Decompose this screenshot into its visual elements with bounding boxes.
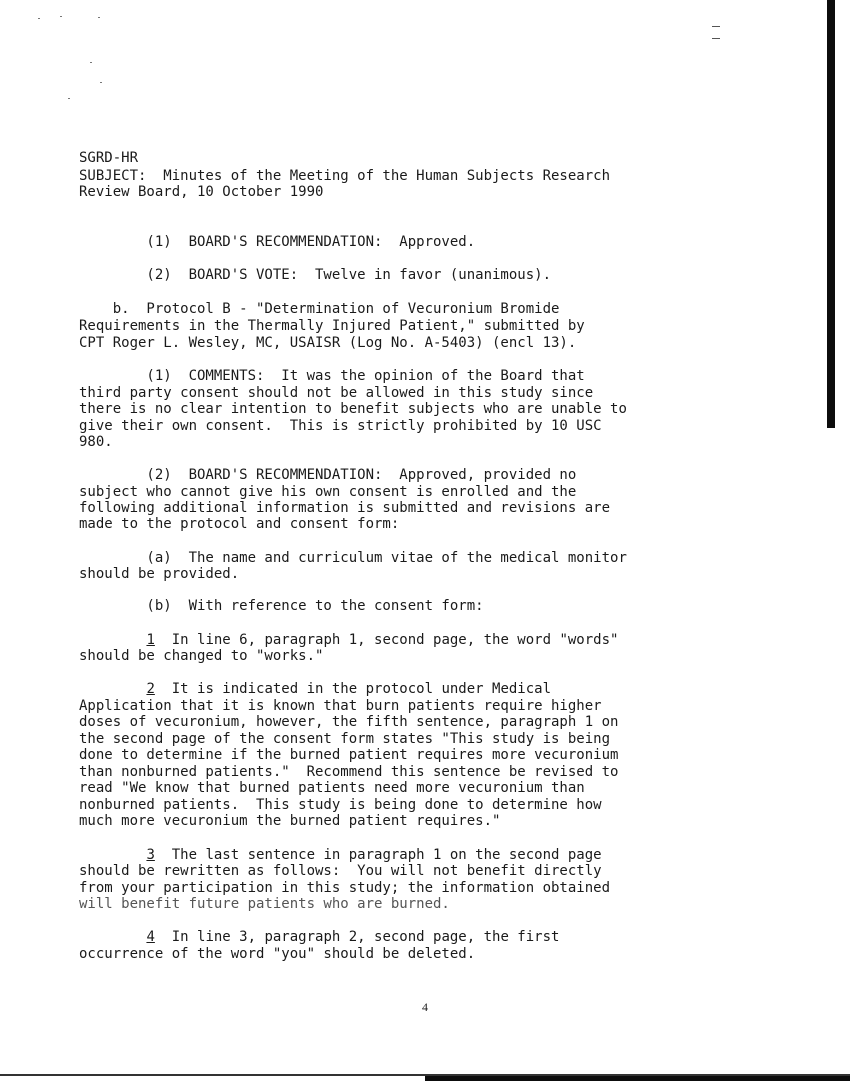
subject-line-2: Review Board, 10 October 1990 xyxy=(79,184,324,200)
sub-item-3-line: from your participation in this study; the information obtained xyxy=(79,880,611,896)
sub-item-number: 2 xyxy=(146,681,155,697)
scan-edge-bar xyxy=(827,0,835,428)
comments-line: 980. xyxy=(79,434,113,450)
scan-speck xyxy=(98,17,100,18)
sub-item-number: 4 xyxy=(146,929,155,945)
comments-line: third party consent should not be allowed in this study since xyxy=(79,385,594,401)
bottom-rule-thick xyxy=(425,1076,850,1081)
sub-item-2-line: read "We know that burned patients need more vecuronium than xyxy=(79,780,585,796)
comments-line: (1) COMMENTS: It was the opinion of the Board that xyxy=(79,368,585,384)
sub-item-text: In line 3, paragraph 2, second page, the first xyxy=(154,929,560,945)
sub-item-number: 3 xyxy=(146,847,155,863)
sub-item-text: It is indicated in the protocol under Medical xyxy=(154,681,552,697)
sub-item-3-line: should be rewritten as follows: You will not benefit directly xyxy=(79,863,602,879)
sub-item-text: The last sentence in paragraph 1 on the second page xyxy=(154,847,602,863)
recommendation-line: subject who cannot give his own consent is enrolled and the xyxy=(79,484,577,500)
scan-speck xyxy=(60,16,62,17)
recommendation-line: made to the protocol and consent form: xyxy=(79,516,400,532)
sub-item-4 xyxy=(79,929,559,946)
protocol-a-vote: (2) BOARD'S VOTE: Twelve in favor (unanimous). xyxy=(79,267,552,283)
page-number: 4 xyxy=(422,1000,428,1014)
office-symbol: SGRD-HR xyxy=(79,150,139,166)
scan-tick xyxy=(712,38,720,39)
sub-item-2-line: nonburned patients. This study is being done to determine how xyxy=(79,797,602,813)
sub-item-3 xyxy=(79,847,602,864)
sub-item-2-line: Application that it is known that burn patients require higher xyxy=(79,698,602,714)
scan-speck xyxy=(90,62,92,63)
sub-item-4-line: occurrence of the word "you" should be deleted. xyxy=(79,946,476,962)
protocol-b-heading-line: CPT Roger L. Wesley, MC, USAISR (Log No. A-5403) (encl 13). xyxy=(79,335,577,351)
scan-tick xyxy=(712,26,720,27)
sub-item-2-line: much more vecuronium the burned patient requires." xyxy=(79,813,501,829)
sub-item-2-line: the second page of the consent form states "This study is being xyxy=(79,731,611,747)
scan-speck xyxy=(38,18,40,19)
sub-item-1 xyxy=(79,632,618,649)
protocol-a-recommendation: (1) BOARD'S RECOMMENDATION: Approved. xyxy=(79,234,476,250)
sub-item-text: In line 6, paragraph 1, second page, the word "words" xyxy=(154,632,619,648)
protocol-b-heading-line: Requirements in the Thermally Injured Patient," submitted by xyxy=(79,318,585,334)
comments-line: give their own consent. This is strictly prohibited by 10 USC xyxy=(79,418,602,434)
sub-item-2-line: done to determine if the burned patient requires more vecuronium xyxy=(79,747,619,763)
sub-item-2 xyxy=(79,681,551,698)
item-a-line: (a) The name and curriculum vitae of the medical monitor xyxy=(79,550,627,566)
sub-item-2-line: doses of vecuronium, however, the fifth sentence, paragraph 1 on xyxy=(79,714,619,730)
protocol-b-heading-line: b. Protocol B - "Determination of Vecuronium Bromide xyxy=(79,301,560,317)
sub-item-3-line: will benefit future patients who are burned. xyxy=(79,896,450,912)
scan-speck xyxy=(100,82,102,83)
recommendation-line: (2) BOARD'S RECOMMENDATION: Approved, provided no xyxy=(79,467,577,483)
sub-item-2-line: than nonburned patients." Recommend this sentence be revised to xyxy=(79,764,619,780)
sub-item-number: 1 xyxy=(146,632,155,648)
comments-line: there is no clear intention to benefit subjects who are unable to xyxy=(79,401,627,417)
recommendation-line: following additional information is submitted and revisions are xyxy=(79,500,611,516)
subject-line-1: SUBJECT: Minutes of the Meeting of the Human Subjects Research xyxy=(79,168,611,184)
item-b-line: (b) With reference to the consent form: xyxy=(79,598,484,614)
sub-item-1-line: should be changed to "works." xyxy=(79,648,324,664)
scan-speck xyxy=(68,98,70,99)
item-a-line: should be provided. xyxy=(79,566,240,582)
